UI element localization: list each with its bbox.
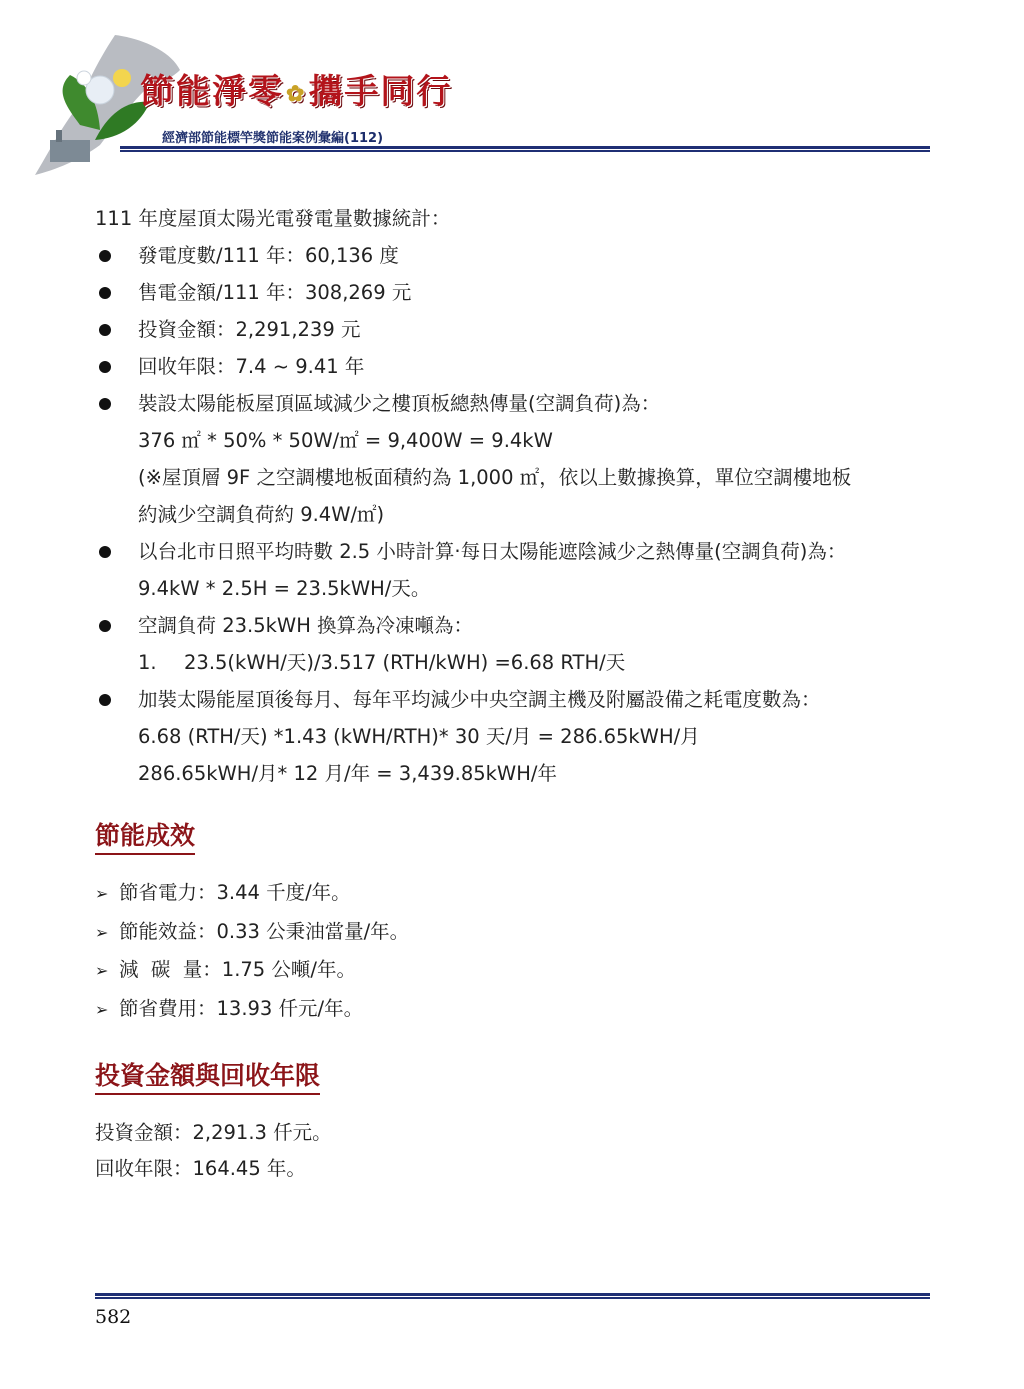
savings-list bbox=[95, 874, 409, 1028]
publication-subtitle: 經濟部節能標竿獎節能案例彙編(112) bbox=[162, 131, 384, 146]
item-text: 23.5(kWH/天)/3.517 (RTH/kWH) =6.68 RTH/天 bbox=[184, 651, 626, 674]
continuation-line: 6.68 (RTH/天) *1.43 (kWH/RTH)* 30 天/月 = 286.65kWH/月 bbox=[138, 725, 700, 748]
section-title-investment: 投資金額與回收年限 bbox=[95, 1060, 320, 1095]
brand-title-left: 節能淨零 bbox=[140, 72, 284, 112]
bullet-item: 售電金額/111 年：308,269 元 bbox=[95, 274, 945, 311]
numbered-item bbox=[95, 644, 945, 681]
section-title-savings: 節能成效 bbox=[95, 820, 195, 855]
arrow-bullet-icon: ➢ bbox=[95, 922, 109, 942]
statistics-intro: 111 年度屋頂太陽光電發電量數據統計： bbox=[95, 207, 451, 230]
header-divider bbox=[120, 146, 930, 152]
solar-statistics bbox=[95, 200, 945, 792]
arrow-bullet-icon: ➢ bbox=[95, 884, 109, 903]
brand-title-right: 攜手同行 bbox=[308, 72, 453, 112]
bullet-item: 發電度數/111 年：60,136 度 bbox=[95, 237, 945, 274]
list-item: ➢ 節省電力：3.44 千度/年。 bbox=[95, 874, 409, 913]
continuation-line: 9.4kW * 2.5H = 23.5kWH/天。 bbox=[138, 577, 431, 600]
investment-amount: 投資金額：2,291.3 仟元。 bbox=[95, 1121, 332, 1144]
statistics-list bbox=[95, 237, 945, 792]
list-item: ➢ 減 碳 量：1.75 公噸/年。 bbox=[95, 951, 409, 990]
payback-period: 回收年限：164.45 年。 bbox=[95, 1157, 306, 1180]
arrow-bullet-icon: ➢ bbox=[95, 961, 109, 980]
list-item: ➢ 節省費用：13.93 仟元/年。 bbox=[95, 990, 409, 1029]
continuation-line: 286.65kWH/月* 12 月/年 = 3,439.85kWH/年 bbox=[138, 762, 557, 785]
page-number: 582 bbox=[95, 1306, 132, 1328]
arrow-bullet-icon: ➢ bbox=[95, 999, 109, 1019]
continuation-line: (※屋頂層 9F 之空調樓地板面積約為 1,000 ㎡，依以上數據換算，單位空調樓地板 bbox=[138, 466, 852, 489]
page-header bbox=[0, 0, 1024, 190]
bullet-item: 回收年限：7.4 ~ 9.41 年 bbox=[95, 348, 945, 385]
brand-title bbox=[140, 64, 452, 113]
bullet-item: 以台北市日照平均時數 2.5 小時計算‧每日太陽能遮陰減少之熱傳量(空調負荷)為： bbox=[95, 533, 945, 570]
bullet-item: 裝設太陽能板屋頂區域減少之樓頂板總熱傳量(空調負荷)為： bbox=[95, 385, 945, 422]
footer-divider bbox=[95, 1293, 930, 1299]
bullet-item: 投資金額：2,291,239 元 bbox=[95, 311, 945, 348]
bullet-item: 加裝太陽能屋頂後每月、每年平均減少中央空調主機及附屬設備之耗電度數為： bbox=[95, 681, 945, 718]
investment-details bbox=[95, 1115, 332, 1187]
continuation-line: 376 ㎡ * 50% * 50W/㎡ = 9,400W = 9.4kW bbox=[138, 429, 553, 452]
brand-flower-icon: ✿ bbox=[286, 81, 307, 107]
list-item: ➢ 節能效益：0.33 公秉油當量/年。 bbox=[95, 913, 409, 952]
item-number: 1. bbox=[138, 651, 157, 674]
continuation-line: 約減少空調負荷約 9.4W/㎡) bbox=[138, 503, 385, 526]
bullet-item: 空調負荷 23.5kWH 換算為冷凍噸為： bbox=[95, 607, 945, 644]
